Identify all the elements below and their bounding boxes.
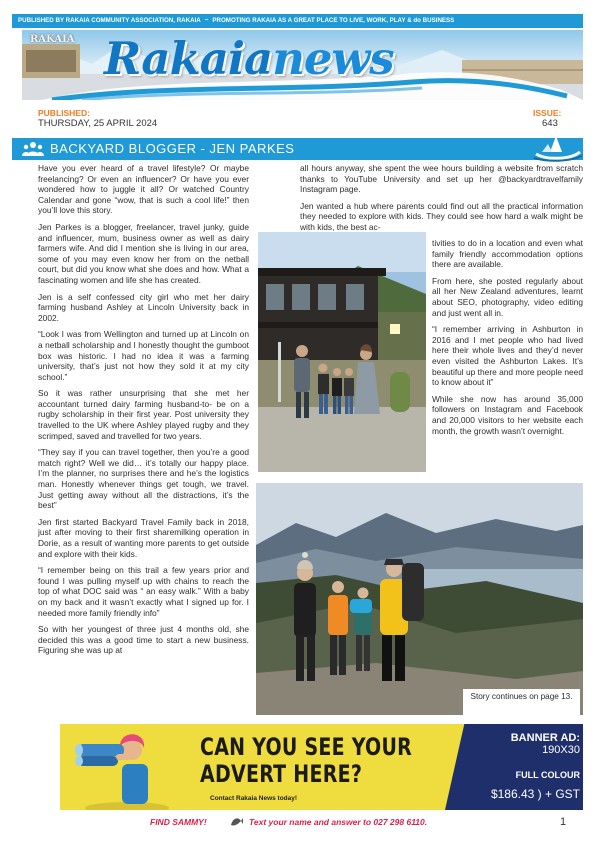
people-group-icon bbox=[22, 141, 44, 157]
article-paragraph: While she now has around 35,000 followers on Instagram and Facebook and 20,000 visitors to her website each month, the growth wasn’t overnight. bbox=[432, 393, 583, 436]
article-paragraph: From here, she posted regularly about all her New Zealand adventures, learnt about SEO, photography, video editing and just went all in. bbox=[432, 275, 583, 318]
article-paragraph: Jen wanted a hub where parents could find out all the practical information they needed to explore with kids. They could see how hard a walk might be with kids, the best ac- bbox=[300, 200, 583, 232]
page-number: 1 bbox=[560, 816, 567, 828]
article-paragraph: So it was rather unsurprising that she met her accountant turned dairy farming husband-to- be on a rugby scholarship in their first year. Post university they travelled to the UK where Ashley played rugby and they scrimped, saved and travelled for two years. bbox=[38, 388, 249, 441]
article-paragraph: “I remember arriving in Ashburton in 2016 and I met people who had lived here their whole lives and they’d never even visited the Ashburton Lakes. It’s beautiful up there and more people need to know about it” bbox=[432, 324, 583, 388]
ad-headline-line-2: ADVERT HERE? bbox=[200, 760, 363, 788]
article-paragraph: “Look I was from Wellington and turned up at Lincoln on a netball scholarship and I honestly thought the gumboot box was historic. I had no idea it was a farming university, that’s just not how they sold it at my city school.” bbox=[38, 329, 249, 382]
section-header bbox=[12, 138, 583, 160]
article-paragraph: So with her youngest of three just 4 months old, she decided this was a good time to start a new business. Figuring she was up at bbox=[38, 624, 249, 656]
ad-headline bbox=[200, 734, 412, 788]
published-label: PUBLISHED: bbox=[38, 108, 90, 118]
ad-colour: FULL COLOUR bbox=[515, 770, 580, 780]
article-paragraph: “They say if you can travel together, then you’re a good match right? Well we did… it’s totally our happy place. I’m the planner, no surprises there and he’s the logistics man. Honestly whenever things get tough, we travel. Just getting away without all the distractions, it’s the best” bbox=[38, 447, 249, 511]
masthead-title-rakaia: Rakaia bbox=[104, 32, 273, 85]
article-paragraph: all hours anyway, she spent the wee hours building a website from scratch thanks to YouTube University and set up her @backyardtravelfamily Instagram page. bbox=[300, 163, 583, 195]
ad-label: BANNER AD: bbox=[510, 732, 580, 744]
article-column-3 bbox=[432, 238, 583, 442]
continues-caption: Story continues on page 13. bbox=[463, 689, 580, 715]
masthead-title-news: news bbox=[272, 32, 394, 85]
masthead-title bbox=[104, 32, 394, 85]
section-title: BACKYARD BLOGGER - JEN PARKES bbox=[50, 141, 295, 156]
family-hiking-photo bbox=[256, 483, 583, 715]
article-paragraph: Jen is a self confessed city girl who met her dairy farming husband Ashley at Lincoln University back in 2002. bbox=[38, 291, 249, 323]
family-house-photo bbox=[258, 232, 426, 472]
boat-logo-icon bbox=[532, 132, 584, 162]
tagline-text: PROMOTING RAKAIA AS A GREAT PLACE TO LIVE, WORK, PLAY & do BUSINESS bbox=[212, 17, 455, 24]
ad-size: 190X30 bbox=[542, 744, 580, 756]
issue-label: ISSUE: bbox=[533, 108, 562, 118]
publisher-text: PUBLISHED BY RAKAIA COMMUNITY ASSOCIATION, RAKAIA bbox=[18, 17, 201, 24]
masthead bbox=[22, 30, 583, 100]
binoculars-woman-illustration bbox=[72, 724, 182, 810]
article-paragraph: Jen Parkes is a blogger, freelancer, travel junky, guide and influencer, mum, business owner as well as dairy farmers wife. And did I mention she is living in our area, some of you may even know her from on the netball court, but did you know what she does and how. What a fascinating women and life she has created. bbox=[38, 221, 249, 285]
ad-headline-line-1: CAN YOU SEE YOUR bbox=[200, 733, 413, 761]
article-column-1 bbox=[38, 163, 249, 662]
strip-separator: ~ bbox=[204, 17, 209, 24]
find-sammy-instructions: Text your name and answer to 027 298 6110. bbox=[249, 817, 428, 827]
issue-number: 643 bbox=[542, 118, 558, 129]
masthead-small-label: RAKAIA bbox=[30, 34, 75, 45]
article-paragraph: tivities to do in a location and even what family friendly accommodation options there are available. bbox=[432, 238, 583, 270]
ad-contact: Contact Rakaia News today! bbox=[210, 795, 298, 802]
publisher-strip bbox=[12, 14, 583, 28]
article-column-2 bbox=[300, 163, 583, 239]
sammy-fish-icon bbox=[229, 815, 243, 829]
banner-ad[interactable] bbox=[60, 724, 583, 810]
article-paragraph: Jen first started Backyard Travel Family back in 2018, just after moving to their first sharemilking operation in Dorie, as a result of wanting more parents to get outside and explore with their kids. bbox=[38, 516, 249, 559]
find-sammy-label: FIND SAMMY! bbox=[150, 817, 207, 827]
article-paragraph: Have you ever heard of a travel lifestyle? Or maybe freelancing? Or even an influencer? Or have you ever wondered how to juggle it all? Or watched Country Calendar and gone “wow, that is such a cool life!” then you’ll love this story. bbox=[38, 163, 249, 216]
ad-price: $186.43 ) + GST bbox=[490, 787, 580, 801]
article-paragraph: “I remember being on this trail a few years prior and found I was pulling myself up with chains to reach the top of what DOC said was “ an easy walk.” With a baby on my back and it wasn’t exactly what I signed up for. I needed more family friendly info” bbox=[38, 565, 249, 618]
published-date: THURSDAY, 25 APRIL 2024 bbox=[38, 118, 158, 129]
